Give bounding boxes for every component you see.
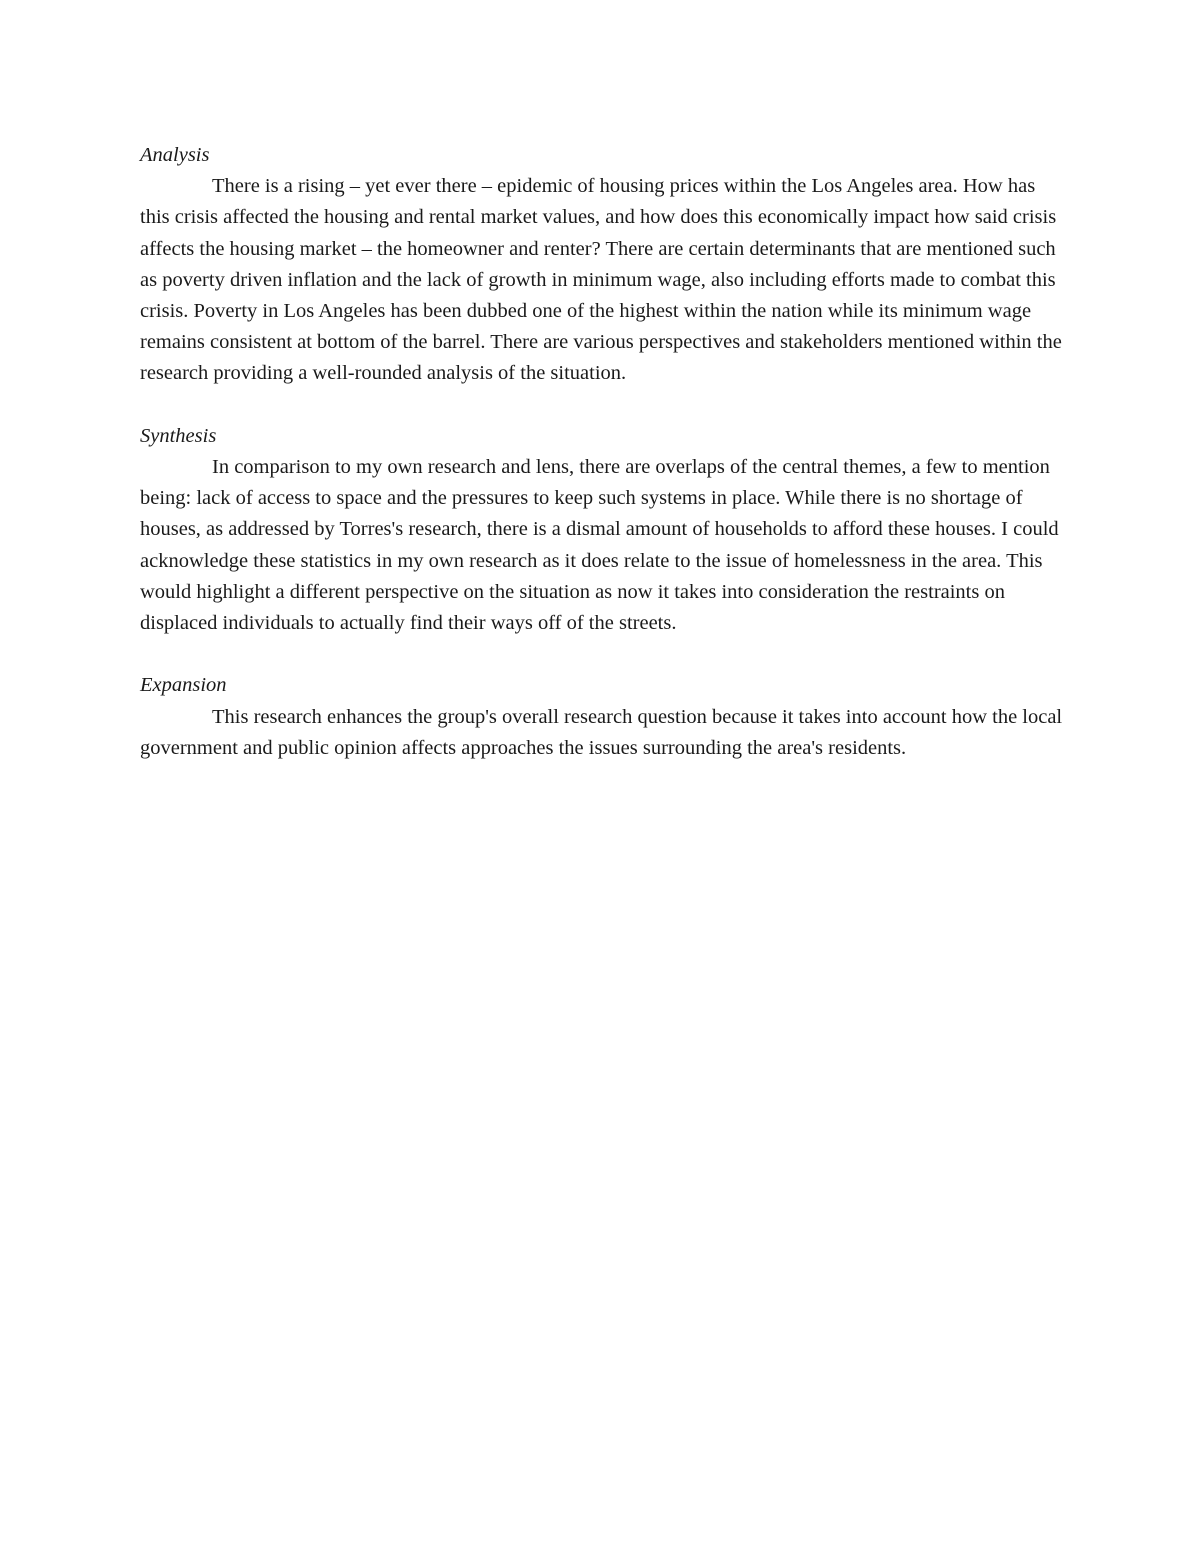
section-heading-expansion: Expansion (140, 674, 227, 697)
expansion-paragraph: This research enhances the group's overall research question because it takes into account how the local government and public opinion affects approaches the issues surrounding the area's residents. (140, 705, 1063, 759)
synthesis-section (140, 421, 1065, 639)
analysis-section (140, 140, 1065, 390)
analysis-paragraph: There is a rising – yet ever there – epidemic of housing prices within the Los Angeles area. How has this crisis affected the housing and rental market values, and how does this economically impact how said crisis affects the housing market – the homeowner and renter? There are certain determinants that are mentioned such as poverty driven inflation and the lack of growth in minimum wage, also including efforts made to combat this crisis. Poverty in Los Angeles has been dubbed one of the highest within the nation while its minimum wage remains consistent at bottom of the barrel. There are various perspectives and stakeholders mentioned within the research providing a well-rounded analysis of the situation. (140, 175, 1062, 385)
section-heading-synthesis: Synthesis (140, 424, 217, 447)
document-body (140, 140, 1065, 795)
section-heading-analysis: Analysis (140, 144, 210, 166)
synthesis-paragraph: In comparison to my own research and lens, there are overlaps of the central themes, a few to mention being: lack of access to space and the pressures to keep such systems in place. While there is no shortage of houses, as addressed by Torres's research, there is a dismal amount of households to afford these houses. I could acknowledge these statistics in my own research as it does relate to the issue of homelessness in the area. This would highlight a different perspective on the situation as now it takes into consideration the restraints on displaced individuals to actually find their ways off of the streets. (140, 456, 1059, 635)
expansion-section (140, 670, 1065, 764)
